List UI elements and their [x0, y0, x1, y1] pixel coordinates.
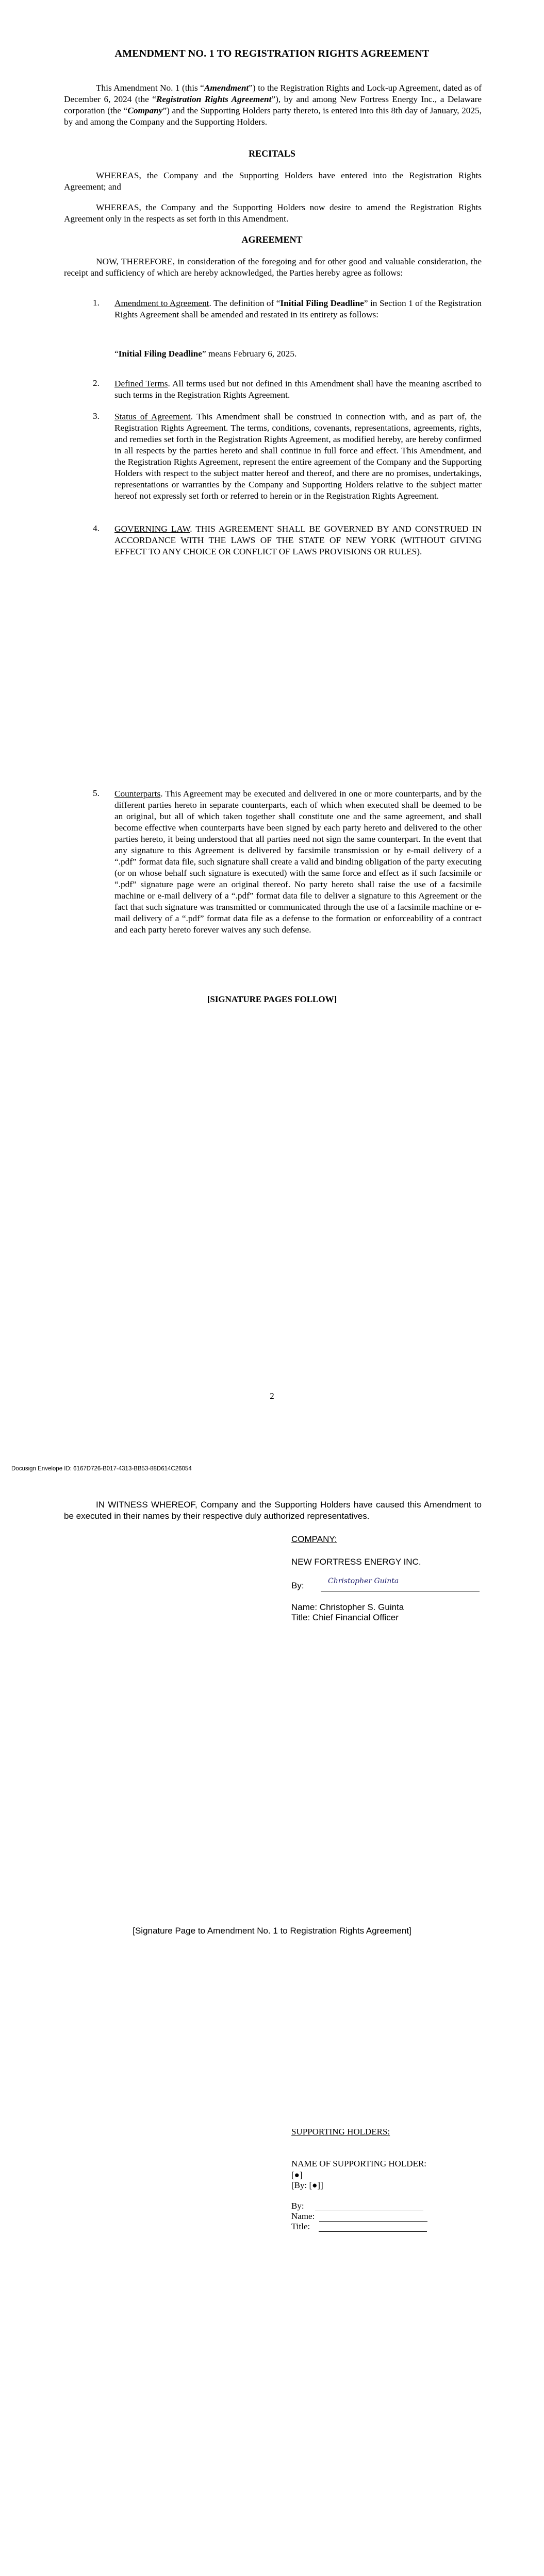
signer-title: Title: Chief Financial Officer [291, 1613, 399, 1622]
holder-title-row [291, 2222, 427, 2232]
item-2-text: . All terms used but not defined in this Amendment shall have the meaning ascribed to such terms in the Registration Rights Agreement. [114, 379, 482, 400]
by-label: By: [291, 1581, 304, 1590]
supporting-holders-label: SUPPORTING HOLDERS: [291, 2127, 390, 2137]
item-3-number: 3. [93, 411, 100, 421]
item-1-text-b: ” in Section 1 of the Registration Rights Agreement shall be amended and restated in its entirety as follows: [114, 298, 482, 319]
holder-placeholder: [●] [291, 2170, 303, 2180]
item-4-number: 4. [93, 523, 100, 533]
signer-name: Name: Christopher S. Guinta [291, 1602, 404, 1612]
item-5-number: 5. [93, 788, 100, 798]
recital-2 [64, 202, 482, 225]
ifd-definition-text: ” means February 6, 2025. [202, 349, 297, 359]
document-title: AMENDMENT NO. 1 TO REGISTRATION RIGHTS AGREEMENT [114, 48, 430, 59]
holder-name-field-label: Name: [291, 2211, 315, 2221]
signature-pages-follow: [SIGNATURE PAGES FOLLOW] [207, 994, 337, 1004]
item-2-heading: Defined Terms [114, 379, 168, 388]
item-3-text: . This Amendment shall be construed in connection with, and as part of, the Registration Rights Agreement. The terms, conditions, covenants, representations, agreements, rights, and remedies set forth in the Registration Rights Agreement, as modified hereby, are hereby confirmed in all respects by the parties hereto and shall continue in full force and effect. This Amendment, and the Registration Rights Agreement, represent the entire agreement of the Company and the Supporting Holders with respect to the subject matter hereof and thereof, and there are no promises, undertakings, representations or warranties by the Company and Supporting Holders relative to the subject matter hereof not expressly set forth or referred to herein or in the Registration Rights Agreement. [114, 412, 482, 501]
now-therefore-text: NOW, THEREFORE, in consideration of the foregoing and for other good and valuable consideration, the receipt and sufficiency of which are hereby acknowledged, the Parties hereby agree as follows: [64, 257, 482, 278]
item-5-heading: Counterparts [114, 789, 161, 799]
recital-2-text: WHEREAS, the Company and the Supporting Holders now desire to amend the Registration Rights Agreement only in the respects as set forth in this Amendment. [64, 202, 482, 224]
holder-name-row [291, 2211, 427, 2222]
intro-paragraph [64, 82, 482, 128]
item-5 [114, 788, 482, 936]
signature: Christopher Guinta [328, 1577, 399, 1585]
signature-page-footer: [Signature Page to Amendment No. 1 to Registration Rights Agreement] [133, 1926, 411, 1936]
ifd-term: Initial Filing Deadline [118, 349, 202, 359]
item-1-term: Initial Filing Deadline [280, 298, 364, 308]
holder-by-row [291, 2201, 423, 2211]
item-3-heading: Status of Agreement [114, 412, 191, 421]
recital-1-text: WHEREAS, the Company and the Supporting Holders have entered into the Registration Rights Agreement; and [64, 171, 482, 192]
item-2-number: 2. [93, 378, 100, 388]
docusign-envelope-id: Docusign Envelope ID: 6167D726-B017-4313-BB53-88D614C26054 [11, 1466, 192, 1472]
item-5-text: . This Agreement may be executed and delivered in one or more counterparts, and by the different parties hereto in separate counterparts, each of which when executed shall be deemed to be an original, but all of which taken together shall constitute one and the same agreement, and shall become effective when counterparts have been signed by each party hereto and delivered to the other parties hereto, it being understood that all parties need not sign the same counterpart. In the event that any signature to this Agreement is delivered by facsimile transmission or by e-mail delivery of a “.pdf” format data file, such signature shall create a valid and binding obligation of the party executing (or on whose behalf such signature is executed) with the same force and effect as if such facsimile or “.pdf” signature page were an original thereof. No party hereto shall raise the use of a facsimile machine or e-mail delivery of a “.pdf” format data file to deliver a signature to this Agreement or the fact that such signature was transmitted or communicated through the use of a facsimile machine or e-mail delivery of a “.pdf” format data file as a defense to the formation or enforceability of a contract and each party hereto forever waives any such defense. [114, 789, 482, 935]
agreement-heading: AGREEMENT [241, 234, 303, 245]
recitals-heading: RECITALS [249, 148, 295, 159]
defined-term-amendment: Amendment [204, 83, 249, 93]
holder-by-line [315, 2202, 423, 2211]
intro-text-c: ”), by and among New Fortress Energy Inc., a Delaware corporation (the “ [64, 94, 482, 115]
now-therefore-paragraph [64, 256, 482, 279]
item-1-heading: Amendment to Agreement [114, 298, 209, 308]
recital-1 [64, 170, 482, 193]
item-4 [114, 523, 482, 557]
item-1-number: 1. [93, 298, 100, 308]
witness-text: IN WITNESS WHEREOF, Company and the Supporting Holders have caused this Amendment to be executed in their names by their respective duly authorized representatives. [64, 1500, 482, 1521]
item-1-text-a: . The definition of “ [209, 298, 281, 308]
intro-text-b: ”) to the Registration Rights and Lock-up Agreement, dated as of December 6, 2024 (the “ [64, 83, 482, 104]
holder-by-label: By: [291, 2201, 304, 2211]
company-label: COMPANY: [291, 1534, 337, 1544]
defined-term-rra: Registration Rights Agreement [156, 94, 272, 104]
holder-name-label: NAME OF SUPPORTING HOLDER: [291, 2159, 427, 2168]
holder-name-line [319, 2213, 427, 2222]
holder-title-field-label: Title: [291, 2222, 310, 2231]
defined-term-company: Company [127, 106, 163, 115]
item-2 [114, 378, 482, 401]
initial-filing-deadline-definition: “Initial Filing Deadline” means February 6, 2025. [114, 349, 297, 359]
witness-paragraph [64, 1499, 482, 1522]
item-4-text: . THIS AGREEMENT SHALL BE GOVERNED BY AND CONSTRUED IN ACCORDANCE WITH THE LAWS OF THE STATE OF NEW YORK (WITHOUT GIVING EFFECT TO ANY CHOICE OR CONFLICT OF LAWS PROVISIONS OR RULES). [114, 524, 482, 556]
intro-text-d: ”) and the Supporting Holders party thereto, is entered into this 8th day of January, 2025, by and among the Company and the Supporting Holders. [64, 106, 482, 127]
company-name: NEW FORTRESS ENERGY INC. [291, 1557, 421, 1567]
item-4-heading: GOVERNING LAW [114, 524, 190, 534]
holder-by-placeholder: [By: [●]] [291, 2180, 323, 2190]
item-3 [114, 411, 482, 502]
intro-text-a: This Amendment No. 1 (this “ [96, 83, 204, 93]
holder-title-line [319, 2223, 427, 2232]
page-number: 2 [270, 1391, 274, 1401]
item-1 [114, 298, 482, 320]
